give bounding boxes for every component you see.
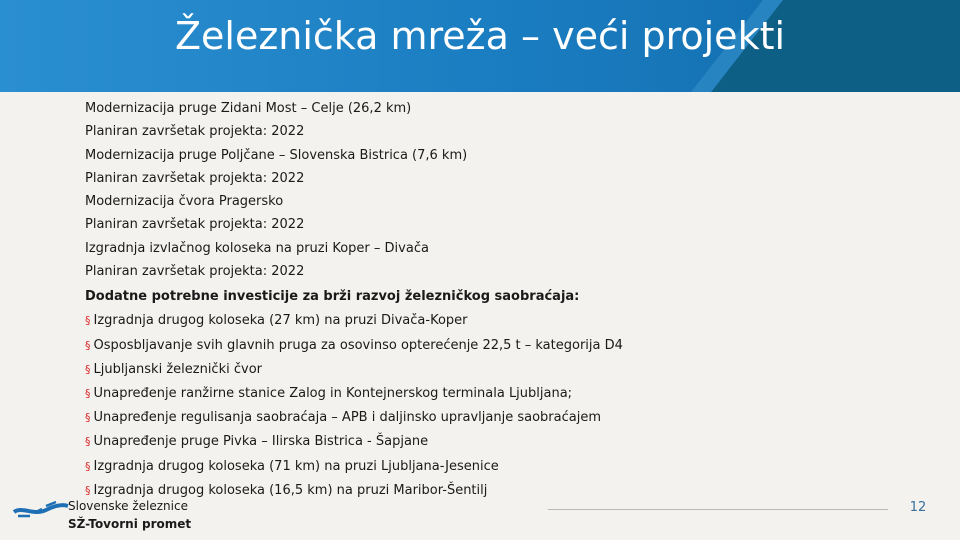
project-completion: Planiran završetak projekta: 2022 [85, 217, 305, 233]
page-number: 12 [909, 500, 927, 515]
list-item-text: Osposbljavanje svih glavnih pruga za osovinso opterećenje 22,5 t – kategorija D4 [93, 337, 623, 353]
list-item-text: Unapređenje pruge Pivka – Ilirska Bistrica - Šapjane [93, 434, 429, 450]
list-item [85, 479, 865, 503]
bullet-icon: § [85, 386, 91, 400]
list-item [85, 406, 865, 430]
list-item-text: Izgradnja drugog koloseka (27 km) na pruzi Divača-Koper [93, 313, 468, 329]
bullet-icon: § [85, 411, 91, 425]
company-division: SŽ-Tovorni promet [68, 517, 192, 531]
sz-logo-icon [12, 498, 70, 520]
project-completion: Planiran završetak projekta: 2022 [85, 124, 305, 140]
bullet-icon: § [85, 435, 91, 449]
list-item-text: Ljubljanski železnički čvor [93, 361, 262, 377]
bullet-icon: § [85, 362, 91, 376]
project-name: Modernizacija pruge Zidani Most – Celje (26,2 km) [85, 101, 412, 116]
additional-investments-heading: Dodatne potrebne investicije za brži razvoj železničkog saobraćaja: [85, 289, 580, 305]
list-item [85, 358, 865, 382]
list-item [85, 382, 865, 406]
list-item-text: Unapređenje regulisanja saobraćaja – APB i daljinsko upravljanje saobraćajem [93, 410, 601, 426]
project-completion: Planiran završetak projekta: 2022 [85, 264, 305, 280]
footer-divider [548, 509, 888, 510]
list-item-text: Izgradnja drugog koloseka (16,5 km) na pruzi Maribor-Šentilj [93, 482, 488, 498]
project-completion: Planiran završetak projekta: 2022 [85, 170, 305, 186]
investment-list [85, 309, 865, 503]
slide-title: Železnička mreža – veći projekti [174, 14, 786, 58]
list-item [85, 334, 865, 358]
bullet-icon: § [85, 338, 91, 352]
list-item [85, 430, 865, 454]
project-list [85, 97, 865, 283]
list-item [85, 455, 865, 479]
title-banner [0, 0, 960, 92]
company-name: Slovenske železnice [68, 499, 188, 513]
bullet-icon: § [85, 483, 91, 497]
list-item-text: Izgradnja drugog koloseka (71 km) na pruzi Ljubljana-Jesenice [93, 458, 499, 474]
list-item [85, 309, 865, 333]
project-name: Modernizacija čvora Pragersko [85, 194, 284, 210]
list-item-text: Unapređenje ranžirne stanice Zalog in Kontejnerskog terminala Ljubljana; [93, 385, 573, 401]
bullet-icon: § [85, 314, 91, 328]
project-name: Modernizacija pruge Poljčane – Slovenska Bistrica (7,6 km) [85, 147, 468, 163]
bullet-icon: § [85, 459, 91, 473]
project-name: Izgradnja izvlačnog koloseka na pruzi Koper – Divača [85, 240, 429, 256]
slide-content [85, 97, 865, 503]
